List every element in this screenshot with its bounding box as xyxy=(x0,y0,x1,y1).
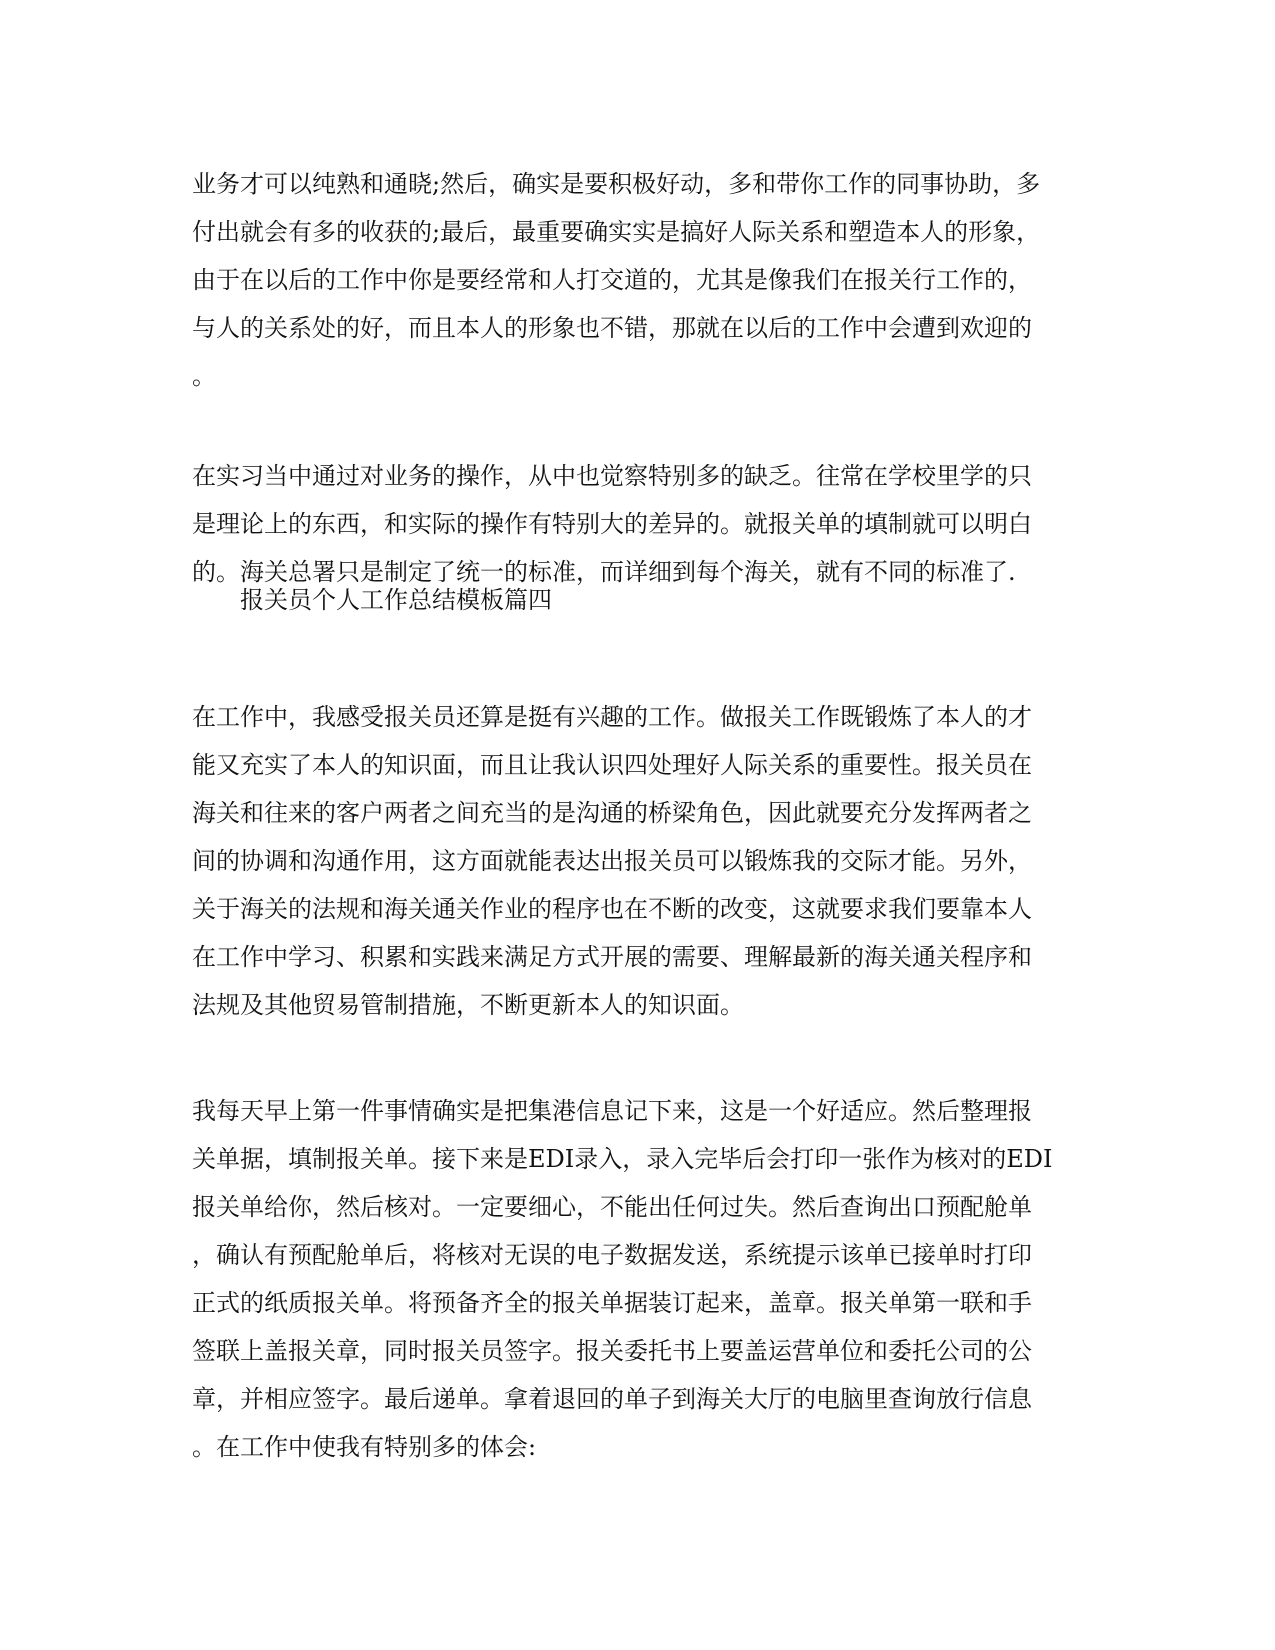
paragraph-internship-shortcomings xyxy=(192,452,1092,596)
text-line: 我每天早上第一件事情确实是把集港信息记下来，这是一个好适应。然后整理报 xyxy=(192,1097,1032,1125)
text-line: 业务才可以纯熟和通晓;然后，确实是要积极好动，多和带你工作的同事协助，多 xyxy=(192,170,1041,198)
text-line: 在工作中学习、积累和实践来满足方式开展的需要、理解最新的海关通关程序和 xyxy=(192,943,1032,971)
text-line: 在工作中，我感受报关员还算是挺有兴趣的工作。做报关工作既锻炼了本人的才 xyxy=(192,703,1032,731)
paragraph-customs-work-feelings xyxy=(192,693,1092,1029)
text-line: 。 xyxy=(192,362,216,390)
text-line: 正式的纸质报关单。将预备齐全的报关单据装订起来，盖章。报关单第一联和手 xyxy=(192,1289,1032,1317)
section-heading: 报关员个人工作总结模板篇四 xyxy=(240,586,552,614)
text-line: 与人的关系处的好，而且本人的形象也不错，那就在以后的工作中会遭到欢迎的 xyxy=(192,314,1032,342)
text-line: 在实习当中通过对业务的操作，从中也觉察特别多的缺乏。往常在学校里学的只 xyxy=(192,462,1032,490)
text-line: 签联上盖报关章，同时报关员签字。报关委托书上要盖运营单位和委托公司的公 xyxy=(192,1337,1032,1365)
text-line: 。在工作中使我有特别多的体会: xyxy=(192,1433,537,1461)
text-line: 海关和往来的客户两者之间充当的是沟通的桥梁角色，因此就要充分发挥两者之 xyxy=(192,799,1032,827)
text-line: ，确认有预配舱单后，将核对无误的电子数据发送，系统提示该单已接单时打印 xyxy=(192,1241,1032,1269)
text-line: 能又充实了本人的知识面，而且让我认识四处理好人际关系的重要性。报关员在 xyxy=(192,751,1032,779)
paragraph-work-advice xyxy=(192,160,1092,400)
text-line: 关于海关的法规和海关通关作业的程序也在不断的改变，这就要求我们要靠本人 xyxy=(192,895,1032,923)
text-line: 是理论上的东西，和实际的操作有特别大的差异的。就报关单的填制就可以明白 xyxy=(192,510,1032,538)
text-line: 由于在以后的工作中你是要经常和人打交道的，尤其是像我们在报关行工作的， xyxy=(192,266,1032,294)
text-line: 章，并相应签字。最后递单。拿着退回的单子到海关大厅的电脑里查询放行信息 xyxy=(192,1385,1032,1413)
text-line: 法规及其他贸易管制措施，不断更新本人的知识面。 xyxy=(192,991,744,1019)
text-line: 关单据，填制报关单。接下来是EDI录入，录入完毕后会打印一张作为核对的EDI xyxy=(192,1145,1053,1173)
paragraph-daily-routine xyxy=(192,1087,1092,1471)
text-line: 间的协调和沟通作用，这方面就能表达出报关员可以锻炼我的交际才能。另外， xyxy=(192,847,1032,875)
text-line: 的。海关总署只是制定了统一的标准，而详细到每个海关，就有不同的标准了. xyxy=(192,558,1016,586)
text-line: 付出就会有多的收获的;最后，最重要确实实是搞好人际关系和塑造本人的形象， xyxy=(192,218,1041,246)
text-line: 报关单给你，然后核对。一定要细心，不能出任何过失。然后查询出口预配舱单 xyxy=(192,1193,1032,1221)
